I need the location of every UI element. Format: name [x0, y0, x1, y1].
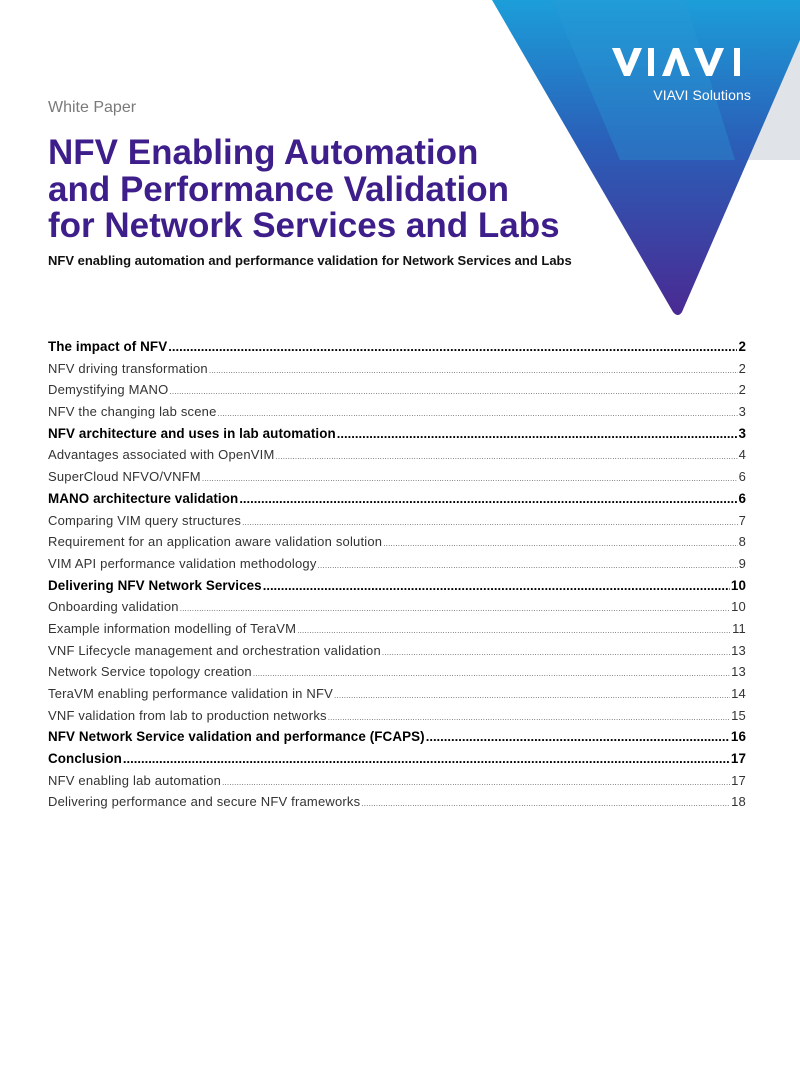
- toc-dot-leader: [275, 446, 737, 468]
- viavi-logo: [612, 48, 752, 78]
- toc-page-number: 3: [738, 404, 746, 420]
- toc-section-entry[interactable]: [48, 336, 746, 358]
- toc-entry-label: The impact of NFV: [48, 339, 168, 354]
- toc-section-entry[interactable]: [48, 488, 746, 510]
- toc-subsection-entry[interactable]: [48, 553, 746, 575]
- toc-subsection-entry[interactable]: [48, 401, 746, 423]
- toc-entry-label: Demystifying MANO: [48, 382, 169, 398]
- title-line: NFV Enabling Automation: [48, 133, 479, 172]
- toc-page-number: 13: [731, 642, 746, 658]
- toc-page-number: 17: [730, 751, 746, 767]
- toc-dot-leader: [426, 726, 730, 748]
- toc-section-entry[interactable]: [48, 423, 746, 445]
- toc-subsection-entry[interactable]: [48, 618, 746, 640]
- toc-entry-label: MANO architecture validation: [48, 490, 239, 506]
- toc-entry-label: Delivering performance and secure NFV frameworks: [48, 794, 361, 810]
- toc-subsection-entry[interactable]: [48, 379, 746, 401]
- toc-dot-leader: [180, 598, 730, 620]
- toc-entry-label: NFV enabling lab automation: [48, 772, 222, 788]
- toc-entry-label: VNF validation from lab to production networks: [48, 707, 327, 723]
- toc-dot-leader: [242, 512, 737, 534]
- toc-subsection-entry[interactable]: [48, 661, 746, 683]
- toc-dot-leader: [361, 793, 730, 815]
- toc-dot-leader: [318, 555, 738, 577]
- toc-entry-label: VNF Lifecycle management and orchestration validation: [48, 642, 381, 658]
- toc-subsection-entry[interactable]: [48, 705, 746, 727]
- toc-subsection-entry[interactable]: [48, 596, 746, 618]
- toc-dot-leader: [253, 663, 730, 685]
- toc-dot-leader: [169, 381, 737, 403]
- toc-page-number: 16: [730, 729, 746, 745]
- toc-page-number: 13: [731, 664, 746, 680]
- toc-subsection-entry[interactable]: [48, 358, 746, 380]
- table-of-contents: [48, 336, 746, 813]
- document-type-label: White Paper: [48, 99, 137, 116]
- toc-page-number: 2: [738, 339, 746, 354]
- toc-dot-leader: [334, 685, 730, 707]
- toc-page-number: 2: [738, 382, 746, 398]
- toc-subsection-entry[interactable]: [48, 510, 746, 532]
- document-subtitle: NFV enabling automation and performance validation for Network Services and Labs: [48, 253, 572, 268]
- toc-page-number: 8: [738, 534, 746, 550]
- toc-dot-leader: [383, 533, 737, 555]
- toc-entry-label: Advantages associated with OpenVIM: [48, 447, 275, 463]
- brand-name: VIAVI Solutions: [653, 87, 751, 103]
- toc-dot-leader: [263, 575, 730, 597]
- toc-entry-label: NFV driving transformation: [48, 360, 208, 376]
- toc-dot-leader: [123, 748, 730, 770]
- toc-entry-label: Onboarding validation: [48, 599, 179, 615]
- toc-subsection-entry[interactable]: [48, 531, 746, 553]
- toc-page-number: 6: [738, 469, 746, 485]
- toc-page-number: 4: [738, 447, 746, 463]
- document-title: [48, 135, 608, 245]
- toc-page-number: 11: [732, 620, 746, 636]
- toc-page-number: 10: [730, 577, 746, 593]
- toc-dot-leader: [218, 403, 738, 425]
- toc-dot-leader: [337, 423, 738, 445]
- toc-entry-label: Network Service topology creation: [48, 664, 252, 680]
- toc-subsection-entry[interactable]: [48, 770, 746, 792]
- title-line: for Network Services and Labs: [48, 206, 560, 245]
- toc-entry-label: Delivering NFV Network Services: [48, 577, 262, 593]
- toc-entry-label: TeraVM enabling performance validation in NFV: [48, 686, 334, 701]
- toc-entry-label: Comparing VIM query structures: [48, 512, 242, 528]
- toc-section-entry[interactable]: [48, 575, 746, 597]
- toc-dot-leader: [328, 707, 730, 729]
- toc-subsection-entry[interactable]: [48, 640, 746, 662]
- toc-page-number: 2: [738, 360, 746, 376]
- toc-section-entry[interactable]: [48, 748, 746, 770]
- toc-subsection-entry[interactable]: [48, 466, 746, 488]
- toc-dot-leader: [202, 468, 738, 490]
- toc-entry-label: NFV architecture and uses in lab automation: [48, 425, 336, 441]
- toc-dot-leader: [297, 620, 731, 642]
- toc-entry-label: Example information modelling of TeraVM: [48, 620, 297, 636]
- toc-page-number: 18: [731, 794, 746, 810]
- toc-entry-label: VIM API performance validation methodology: [48, 555, 317, 571]
- toc-page-number: 7: [738, 512, 746, 528]
- toc-entry-label: NFV the changing lab scene: [48, 404, 217, 420]
- toc-dot-leader: [382, 642, 730, 664]
- toc-page-number: 6: [738, 490, 746, 506]
- title-line: and Performance Validation: [48, 169, 509, 209]
- toc-entry-label: Conclusion: [48, 751, 122, 767]
- toc-dot-leader: [209, 360, 738, 382]
- toc-subsection-entry[interactable]: [48, 444, 746, 466]
- toc-entry-label: SuperCloud NFVO/VNFM: [48, 469, 201, 485]
- toc-page-number: 10: [731, 599, 746, 615]
- toc-page-number: 17: [731, 772, 746, 788]
- toc-entry-label: NFV Network Service validation and performance (FCAPS): [48, 729, 425, 745]
- toc-subsection-entry[interactable]: [48, 791, 746, 813]
- toc-page-number: 9: [738, 555, 746, 571]
- toc-dot-leader: [168, 336, 737, 358]
- toc-subsection-entry[interactable]: [48, 683, 746, 705]
- toc-page-number: 14: [731, 686, 746, 701]
- toc-dot-leader: [239, 488, 737, 510]
- toc-dot-leader: [222, 772, 730, 794]
- toc-entry-label: Requirement for an application aware validation solution: [48, 534, 383, 550]
- toc-page-number: 15: [731, 707, 746, 723]
- toc-page-number: 3: [738, 425, 746, 441]
- toc-section-entry[interactable]: [48, 726, 746, 748]
